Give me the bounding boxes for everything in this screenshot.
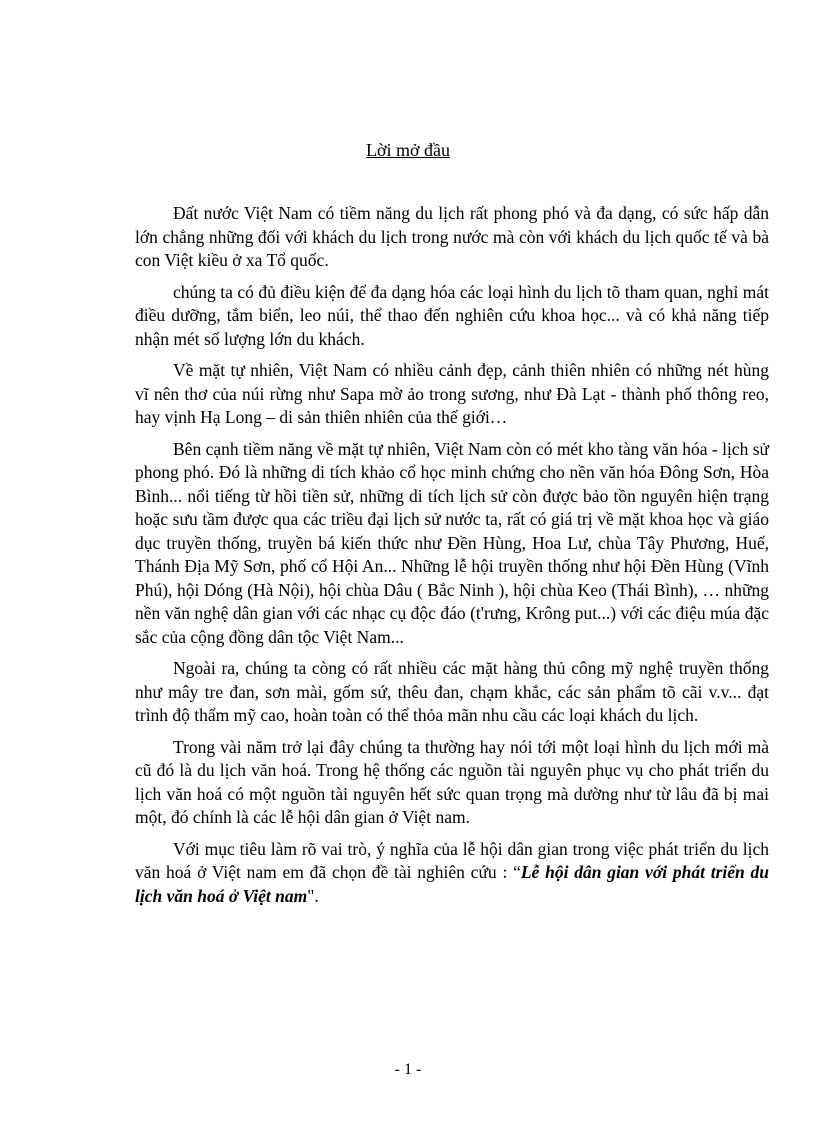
page-number: - 1 - xyxy=(394,1061,422,1078)
paragraph-4: Bên cạnh tiềm năng về mặt tự nhiên, Việt Nam còn có mét kho tàng văn hóa - lịch sử phong phó. Đó là những di tích khảo cổ học minh chứng cho nền văn hóa Đông Sơn, Hòa Bình... nổi tiếng từ hồi tiền sử, những di tích lịch sử còn được bảo tồn nguyên hiện trạng hoặc sưu tầm được qua các triều đại lịch sử nước ta, rất có giá trị về mặt khoa học và giáo dục truyền thống, truyền bá kiến thức như Đền Hùng, Hoa Lư, chùa Tây Phương, Huế, Thánh Địa Mỹ Sơn, phố cổ Hội An... Những lễ hội truyền thống như hội Đền Hùng (Vĩnh Phú), hội Dóng (Hà Nội), hội chùa Dâu ( Bắc Ninh ), hội chùa Keo (Thái Bình), … những nền văn nghệ dân gian với các nhạc cụ độc đáo (t'rưng, Krông put...) với các điệu múa đặc sắc của cộng đồng dân tộc Việt Nam... xyxy=(135,438,769,647)
research-topic: Lễ hội dân gian với phát triển du lịch văn hoá ở Việt nam xyxy=(135,862,769,906)
paragraph-6: Trong vài năm trở lại đây chúng ta thường hay nói tới một loại hình du lịch mới mà cũ đó là du lịch văn hoá. Trong hệ thống các nguồn tài nguyên phục vụ cho phát triển du lịch văn hoá có một nguồn tài nguyên hết sức quan trọng mà dường như từ lâu đã bị mai một, đó chính là các lễ hội dân gian ở Việt nam. xyxy=(135,736,769,827)
paragraph-1: Đất nước Việt Nam có tiềm năng du lịch rất phong phó và đa dạng, có sức hấp dẫn lớn chẳng những đối với khách du lịch trong nước mà còn với khách du lịch quốc tế và bà con Việt kiều ở xa Tổ quốc. xyxy=(135,203,769,270)
page-title: Lời mở đầu xyxy=(365,140,451,160)
paragraph-2: chúng ta có đủ điều kiện để đa dạng hóa các loại hình du lịch tõ tham quan, nghỉ mát điều dưỡng, tắm biển, leo núi, thể thao đến nghiên cứu khoa học... và có khả năng tiếp nhận mét số lượng lớn du khách. xyxy=(135,281,769,349)
paragraph-7-tail: ". xyxy=(307,885,319,906)
paragraph-3: Về mặt tự nhiên, Việt Nam có nhiều cảnh đẹp, cảnh thiên nhiên có những nét hùng vĩ nên thơ của núi rừng như Sapa mờ ảo trong sương, như Đà Lạt - thành phố thông reo, hay vịnh Hạ Long – di sản thiên nhiên của thế giới… xyxy=(135,360,769,427)
paragraph-7-lead: Với mục tiêu làm rõ vai trò, ý nghĩa của lễ hội dân gian trong việc phát triển du lịch văn hoá ở Việt nam em đã chọn đề tài nghiên cứu : “ xyxy=(135,838,769,882)
body-text xyxy=(135,202,769,916)
paragraph-5: Ngoài ra, chúng ta còng có rất nhiều các mặt hàng thủ công mỹ nghệ truyền thống như mây tre đan, sơn mài, gốm sứ, thêu đan, chạm khắc, các sản phẩm tõ cãi v.v... đạt trình độ thẩm mỹ cao, hoàn toàn có thể thỏa mãn nhu cầu các loại khách du lịch. xyxy=(135,658,769,725)
paragraph-7 xyxy=(135,838,769,909)
